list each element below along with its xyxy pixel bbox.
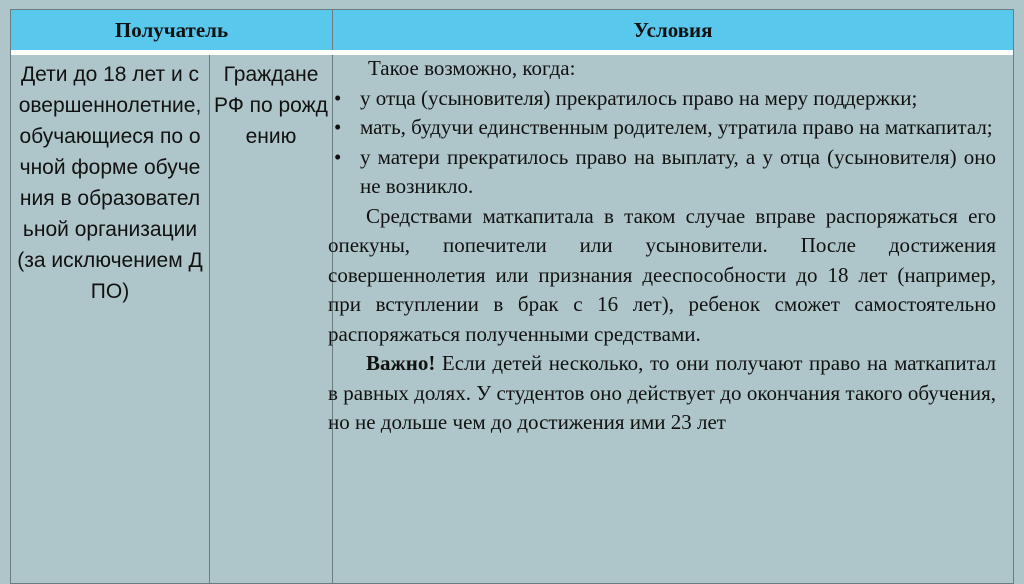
header-conditions: Условия (333, 10, 1013, 50)
important-text: Если детей несколько, то они получают право на маткапитал в равных долях. У студентов оно действует до окончания такого обучения, но не дольше чем до достижения ими 23 лет (328, 351, 997, 434)
citizenship-cell (210, 55, 333, 583)
conditions-list (328, 84, 996, 202)
conditions-content (328, 54, 996, 438)
recipient-cell (11, 55, 210, 583)
header-recipient: Получатель (11, 10, 333, 50)
recipient-who-text: Дети до 18 лет и совершеннолетние, обучающиеся по очной форме обучения в образовательной организации (за исключением ДПО) (17, 63, 203, 303)
list-item: • у отца (усыновителя) прекратилось право на меру поддержки; (328, 84, 996, 114)
list-item: • у матери прекратилось право на выплату, а у отца (усыновителя) оно не возникло. (334, 144, 996, 198)
guardians-paragraph: Средствами маткапитала в таком случае вправе распоряжаться его опекуны, попечители или усыновители. После достижения совершеннолетия или признания дееспособности до 18 лет (например, при вступлении в брак с 16 лет), ребенок сможет самостоятельно распоряжаться полученными средствами. (328, 203, 996, 346)
important-label: Важно! (366, 351, 436, 375)
bullet-icon: • (334, 144, 342, 169)
bullet-icon: • (334, 115, 342, 139)
conditions-intro: Такое возможно, когда: (368, 56, 576, 80)
important-paragraph (328, 349, 996, 438)
list-item: • мать, будучи единственным родителем, утратила право на маткапитал; (328, 113, 996, 143)
bullet-icon: • (334, 85, 342, 110)
recipient-citizenship-text: Граждане РФ по рождению (214, 63, 328, 148)
